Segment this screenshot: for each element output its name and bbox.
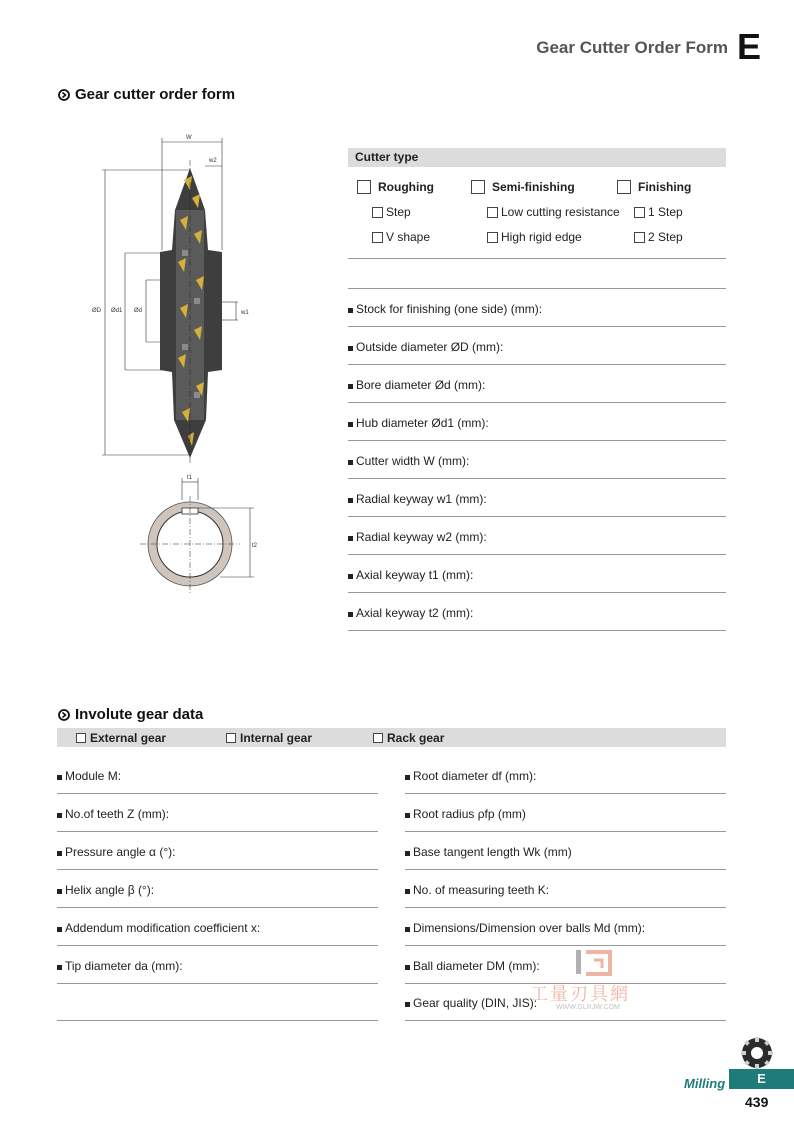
field-label: Stock for finishing (one side) (mm): xyxy=(356,302,543,316)
step-2-option[interactable] xyxy=(634,230,683,244)
high-rigid-edge-option[interactable] xyxy=(487,230,582,244)
radial-keyway-w1-field[interactable] xyxy=(348,479,726,517)
field-label: No. of measuring teeth K: xyxy=(413,883,550,897)
hub-diameter-field[interactable] xyxy=(348,403,726,441)
semi-finishing-checkbox[interactable] xyxy=(471,180,485,194)
dim-label-w2: w2 xyxy=(209,158,217,164)
base-tangent-length-field[interactable] xyxy=(405,832,726,870)
low-cutting-resistance-option[interactable] xyxy=(487,205,620,219)
step-1-checkbox[interactable] xyxy=(634,207,645,218)
section-letter: E xyxy=(736,26,761,67)
finishing-option[interactable] xyxy=(617,180,691,194)
watermark-url: WWW.GLRJW.COM xyxy=(556,1004,620,1011)
order-form-title xyxy=(58,86,235,103)
finishing-checkbox[interactable] xyxy=(617,180,631,194)
step-1-option[interactable] xyxy=(634,205,683,219)
field-label: Tip diameter da (mm): xyxy=(65,959,183,973)
dim-label-od-bore: Ød xyxy=(134,308,143,314)
field-label: Axial keyway t2 (mm): xyxy=(356,606,474,620)
step-label: Step xyxy=(386,205,411,219)
measuring-teeth-field[interactable] xyxy=(405,870,726,908)
internal-gear-checkbox[interactable] xyxy=(226,733,236,743)
tip-diameter-field[interactable] xyxy=(57,946,378,984)
milling-cutter-icon xyxy=(740,1036,774,1070)
dim-label-w1: w1 xyxy=(241,310,249,316)
cutter-width-field[interactable] xyxy=(348,441,726,479)
watermark-text: 工量刃具網 xyxy=(530,984,630,1005)
field-label: Root diameter df (mm): xyxy=(413,769,537,783)
field-label: Bore diameter Ød (mm): xyxy=(356,378,486,392)
internal-gear-option[interactable] xyxy=(226,731,312,745)
high-rigid-edge-checkbox[interactable] xyxy=(487,232,498,243)
v-shape-label: V shape xyxy=(386,230,431,244)
field-label: Gear quality (DIN, JIS): xyxy=(413,996,538,1010)
roughing-option[interactable] xyxy=(357,180,434,194)
field-label: Module M: xyxy=(65,769,122,783)
module-field[interactable] xyxy=(57,756,378,794)
dim-label-od: ØD xyxy=(92,308,101,314)
field-label: Ball diameter DM (mm): xyxy=(413,959,540,973)
step-option[interactable] xyxy=(372,205,411,219)
circle-arrow-icon xyxy=(58,89,70,101)
involute-gear-data-title xyxy=(58,706,203,723)
watermark-logo-icon xyxy=(574,948,614,978)
cutter-type-bar: Cutter type xyxy=(348,148,726,167)
dim-label-t1: t1 xyxy=(187,475,193,481)
addendum-modification-field[interactable] xyxy=(57,908,378,946)
field-label: Cutter width W (mm): xyxy=(356,454,470,468)
involute-title-text: Involute gear data xyxy=(75,706,204,723)
field-label: Helix angle β (°): xyxy=(65,883,155,897)
circle-arrow-icon xyxy=(58,709,70,721)
rack-gear-label: Rack gear xyxy=(387,731,445,745)
cutter-side-view-drawing xyxy=(80,130,270,470)
axial-keyway-t2-field[interactable] xyxy=(348,593,726,631)
roughing-checkbox[interactable] xyxy=(357,180,371,194)
dimension-over-balls-field[interactable] xyxy=(405,908,726,946)
external-gear-option[interactable] xyxy=(76,731,166,745)
roughing-label: Roughing xyxy=(378,180,434,194)
root-diameter-field[interactable] xyxy=(405,756,726,794)
field-label: No.of teeth Z (mm): xyxy=(65,807,170,821)
step-2-label: 2 Step xyxy=(648,230,683,244)
v-shape-option[interactable] xyxy=(372,230,430,244)
semi-finishing-option[interactable] xyxy=(471,180,575,194)
finishing-label: Finishing xyxy=(638,180,692,194)
v-shape-checkbox[interactable] xyxy=(372,232,383,243)
helix-angle-field[interactable] xyxy=(57,870,378,908)
field-label: Axial keyway t1 (mm): xyxy=(356,568,474,582)
axial-keyway-t1-field[interactable] xyxy=(348,555,726,593)
bore-diameter-field[interactable] xyxy=(348,365,726,403)
semi-finishing-label: Semi-finishing xyxy=(492,180,575,194)
low-cutting-resistance-label: Low cutting resistance xyxy=(501,205,620,219)
field-label: Radial keyway w2 (mm): xyxy=(356,530,487,544)
field-label: Root radius ρfp (mm) xyxy=(413,807,526,821)
field-label: Pressure angle α (°): xyxy=(65,845,176,859)
hub-front-view-drawing xyxy=(130,472,260,600)
step-1-label: 1 Step xyxy=(648,205,683,219)
footer-category: Milling xyxy=(684,1076,726,1091)
stock-for-finishing-field[interactable] xyxy=(348,289,726,327)
left-bottom-divider xyxy=(57,1020,378,1021)
order-form-title-text: Gear cutter order form xyxy=(75,86,236,103)
pressure-angle-field[interactable] xyxy=(57,832,378,870)
page-number: 439 xyxy=(745,1094,769,1110)
high-rigid-edge-label: High rigid edge xyxy=(501,230,582,244)
dim-label-od1: Ød1 xyxy=(111,308,123,314)
outside-diameter-field[interactable] xyxy=(348,327,726,365)
field-label: Base tangent length Wk (mm) xyxy=(413,845,572,859)
external-gear-checkbox[interactable] xyxy=(76,733,86,743)
number-of-teeth-field[interactable] xyxy=(57,794,378,832)
step-checkbox[interactable] xyxy=(372,207,383,218)
footer-section-tab: E xyxy=(729,1069,794,1089)
low-cutting-resistance-checkbox[interactable] xyxy=(487,207,498,218)
field-label: Dimensions/Dimension over balls Md (mm): xyxy=(413,921,646,935)
field-label: Radial keyway w1 (mm): xyxy=(356,492,487,506)
cutter-type-divider xyxy=(348,258,726,259)
page-header-title: Gear Cutter Order Form xyxy=(536,38,728,57)
field-label: Addendum modification coefficient x: xyxy=(65,921,261,935)
field-label: Outside diameter ØD (mm): xyxy=(356,340,504,354)
rack-gear-checkbox[interactable] xyxy=(373,733,383,743)
step-2-checkbox[interactable] xyxy=(634,232,645,243)
dim-label-t2: t2 xyxy=(252,543,258,549)
internal-gear-label: Internal gear xyxy=(240,731,313,745)
watermark xyxy=(530,948,680,1018)
radial-keyway-w2-field[interactable] xyxy=(348,517,726,555)
external-gear-label: External gear xyxy=(90,731,167,745)
root-radius-field[interactable] xyxy=(405,794,726,832)
rack-gear-option[interactable] xyxy=(373,731,444,745)
field-label: Hub diameter Ød1 (mm): xyxy=(356,416,489,430)
dim-label-w: W xyxy=(186,135,192,141)
